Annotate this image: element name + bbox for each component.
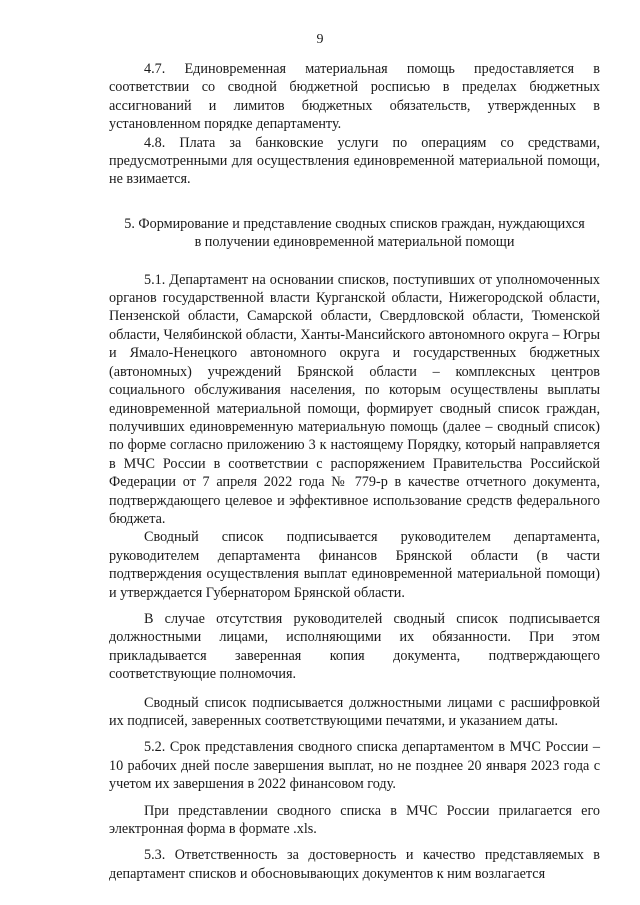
paragraph-4-8: 4.8. Плата за банковские услуги по операциям со средствами, предусмотренными для осуществления единовременной материальной помощи, не взимается.: [109, 134, 600, 188]
paragraph-5-2: 5.2. Срок представления сводного списка департаментом в МЧС России – 10 рабочих дней после завершения выплат, но не позднее 20 января 2023 года с учетом их завершения в 2022 финансовом году.: [109, 739, 600, 793]
paragraph-4-7: 4.7. Единовременная материальная помощь предоставляется в соответствии со сводной бюджетной росписью в пределах бюджетных ассигнований и лимитов бюджетных обязательств, утвержденных в установленном порядке департаменту.: [109, 61, 600, 133]
page-number: 9: [316, 32, 324, 47]
paragraph-5-1-signature: Сводный список подписывается руководителем департамента, руководителем департамента финансов Брянской области (в части подтверждения осуществления выплат единовременной материальной помощи) и утверждается Губернатором Брянской области.: [109, 529, 600, 601]
section-5-heading-line-1: 5. Формирование и представление сводных списков граждан, нуждающихся: [124, 215, 585, 232]
paragraph-5-1-absence: В случае отсутствия руководителей сводный список подписывается должностными лицами, исполняющими их обязанности. При этом прикладывается заверенная копия документа, подтверждающего соответствующие полномочия.: [109, 610, 600, 683]
paragraph-5-1: 5.1. Департамент на основании списков, поступивших от уполномоченных органов государственной власти Курганской области, Нижегородской области, Пензенской области, Самарской области, Свердловской области, Тюменской области, Челябинской области, Ханты-Мансийского автономного округа – Югры и Ямало-Ненецкого автономного округа и государственных бюджетных (автономных) учреждений Брянской области – комплексных центров социального обслуживания населения, по которым осуществлены выплаты единовременной материальной помощи, формирует сводный список граждан, получивших единовременную материальную помощь (далее – сводный список) по форме согласно приложению 3 к настоящему Порядку, который направляется в МЧС России в соответствии с распоряжением Правительства Российской Федерации от 7 апреля 2022 года № 779-р в качестве отчетного документа, подтверждающего целевое и эффективное использование средств федерального бюджета.: [109, 271, 600, 527]
section-5-heading-line-2: в получении единовременной материальной помощи: [194, 234, 515, 251]
document-body: [109, 60, 600, 883]
paragraph-5-1-officials: Сводный список подписывается должностными лицами с расшифровкой их подписей, заверенных соответствующими печатями, и указанием даты.: [109, 694, 600, 729]
section-5-heading: [109, 215, 600, 252]
paragraph-5-3: 5.3. Ответственность за достоверность и качество представляемых в департамент списков и обосновывающих документов к ним возлагается: [109, 847, 600, 882]
paragraph-5-2-xls: При представлении сводного списка в МЧС России прилагается его электронная форма в формате .xls.: [109, 802, 600, 838]
